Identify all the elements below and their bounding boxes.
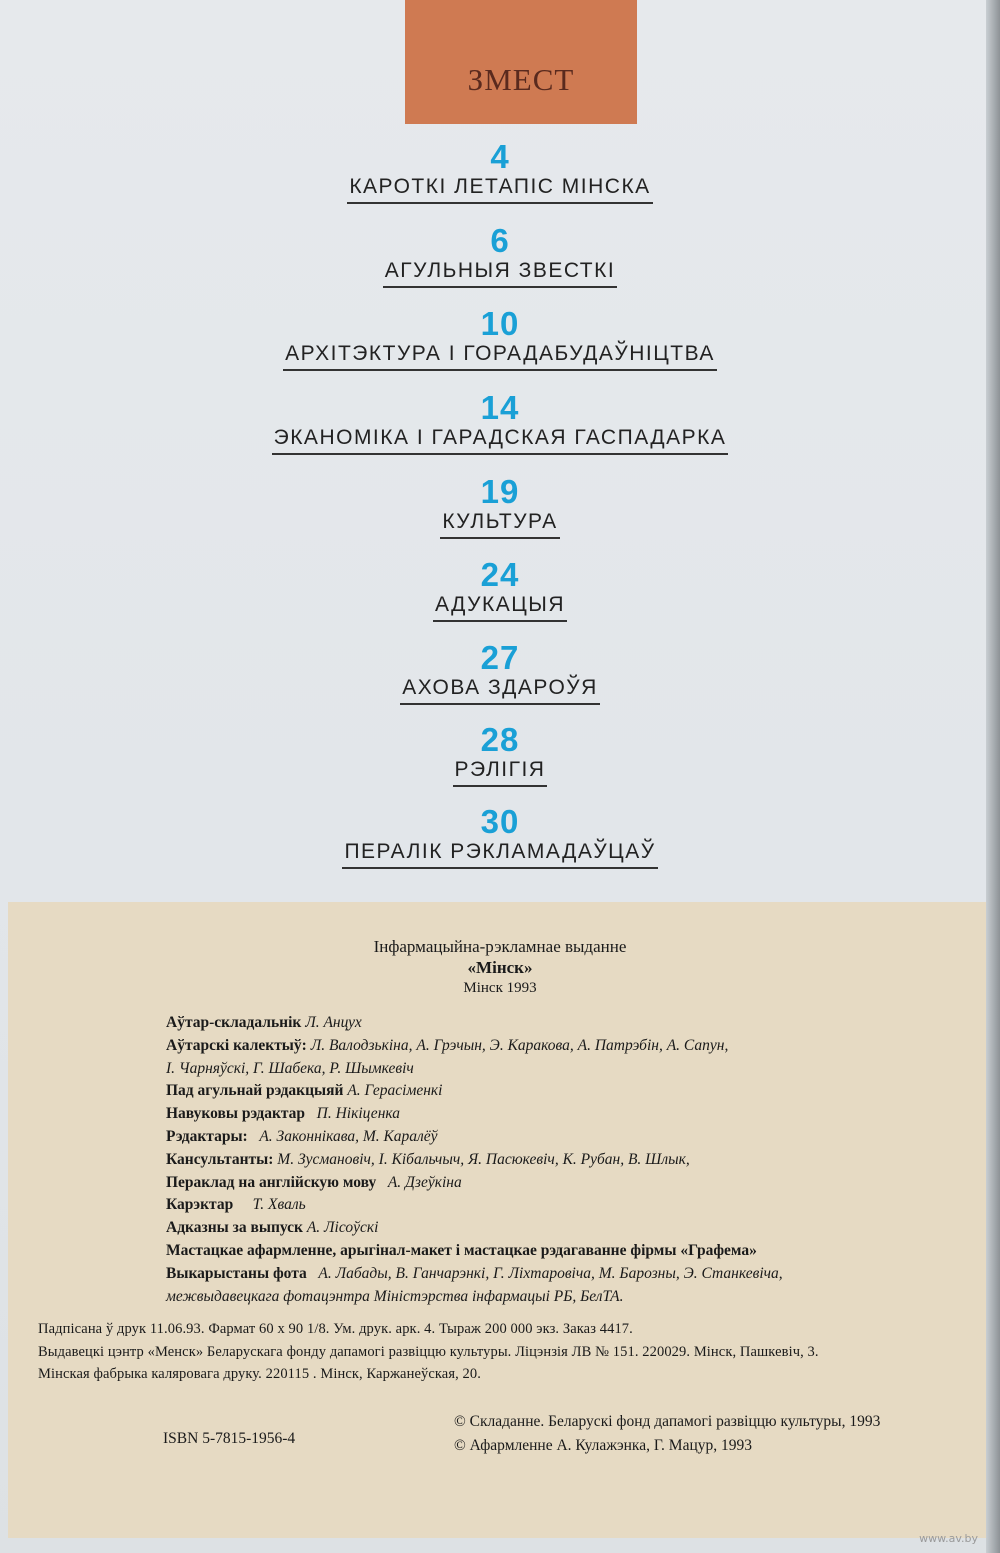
credit-row: [166, 1103, 886, 1126]
print-line: Мінская фабрыка каляровага друку. 220115 . Мінск, Каржанеўская, 20.: [38, 1366, 481, 1382]
copyright-line: © Афармленне А. Кулажэнка, Г. Мацур, 1993: [454, 1437, 753, 1454]
toc-entry[interactable]: [0, 723, 1000, 787]
credit-label: Пад агульнай рэдакцыяй: [166, 1082, 344, 1100]
contents-title-box: [405, 0, 637, 124]
toc-page-number: 10: [480, 305, 520, 342]
publication-title: «Мінск»: [467, 958, 533, 977]
credit-row: [166, 1126, 886, 1149]
toc-page-number: 14: [480, 389, 520, 426]
toc-page-number: 19: [480, 473, 520, 510]
credit-label: Навуковы рэдактар: [166, 1105, 306, 1123]
imprint-header: [0, 936, 1000, 999]
copyright-block: [454, 1410, 880, 1458]
toc-title: АРХІТЭКТУРА І ГОРАДАБУДАЎНІЦТВА: [283, 341, 717, 371]
credit-row: [166, 1240, 886, 1263]
credit-row: [166, 1263, 886, 1286]
credit-label: Аўтарскі калектыў:: [166, 1036, 307, 1054]
print-details: [38, 1318, 988, 1386]
toc-title: ПЕРАЛІК РЭКЛАМАДАЎЦАЎ: [342, 839, 657, 869]
toc-title: КАРОТКІ ЛЕТАПІС МІНСКА: [347, 174, 652, 204]
toc-title: АГУЛЬНЫЯ ЗВЕСТКІ: [383, 258, 617, 288]
credit-value: межвыдавецкага фотацэнтра Міністэрства інфармацыі РБ, БелТА.: [166, 1287, 624, 1305]
toc-page-number: 24: [480, 556, 520, 593]
copyright-line: © Складанне. Беларускі фонд дапамогі развіццю культуры, 1993: [454, 1413, 881, 1430]
credit-row: [166, 1058, 886, 1081]
isbn: ISBN 5-7815-1956-4: [163, 1430, 296, 1447]
watermark: www.av.by: [919, 1532, 978, 1545]
toc-page-number: 28: [480, 721, 520, 758]
credit-value: А. Дзеўкіна: [387, 1173, 462, 1191]
credit-row: [166, 1149, 886, 1172]
toc-entry[interactable]: [0, 224, 1000, 288]
credit-label: Рэдактары:: [166, 1127, 248, 1145]
toc-page-number: 30: [480, 803, 520, 840]
toc-entry[interactable]: [0, 805, 1000, 869]
credit-value: І. Чарняўскі, Г. Шабека, Р. Шымкевіч: [166, 1059, 414, 1077]
toc-title: ЭКАНОМІКА І ГАРАДСКАЯ ГАСПАДАРКА: [272, 425, 729, 455]
credit-value: Л. Валодзькіна, А. Грэчын, Э. Каракова, А. Патрэбін, А. Сапун,: [310, 1036, 729, 1054]
credit-row: [166, 1012, 886, 1035]
credit-value: М. Зусмановіч, І. Кібальчыч, Я. Пасюкевіч, К. Рубан, В. Шлык,: [277, 1150, 690, 1168]
toc-title: РЭЛІГІЯ: [453, 757, 548, 787]
credit-value: Л. Анцух: [305, 1014, 362, 1031]
credit-label: Адказны за выпуск: [166, 1219, 303, 1237]
toc-page-number: 6: [490, 222, 510, 259]
print-line: Выдавецкі цэнтр «Менск» Беларускага фонду дапамогі развіццю культуры. Ліцэнзія ЛВ № 151. 220029. Мінск, Пашкевіч, 3.: [38, 1343, 819, 1360]
credit-label: Выкарыстаны фота: [166, 1264, 307, 1282]
credit-label: Кансультанты:: [166, 1150, 274, 1168]
credits-list: [166, 1012, 886, 1308]
toc-page-number: 27: [480, 639, 520, 676]
toc-title: КУЛЬТУРА: [440, 509, 559, 539]
toc-entry[interactable]: [0, 641, 1000, 705]
toc-title: АДУКАЦЫЯ: [433, 592, 567, 622]
toc-entry[interactable]: [0, 391, 1000, 455]
toc-page-number: 4: [490, 138, 510, 175]
credit-label: Карэктар: [166, 1196, 234, 1214]
imprint-panel: [8, 902, 986, 1538]
toc-entry[interactable]: [0, 307, 1000, 371]
toc-entry[interactable]: [0, 140, 1000, 204]
credit-row: [166, 1080, 886, 1103]
credit-row: [166, 1286, 886, 1309]
credit-row: [166, 1217, 886, 1240]
credit-value: А. Лабады, В. Ганчарэнкі, Г. Ліхтаровіча, М. Барозны, Э. Станкевіча,: [318, 1264, 783, 1282]
toc-entry[interactable]: [0, 558, 1000, 622]
contents-title: ЗМЕСТ: [467, 62, 575, 97]
credit-row: [166, 1172, 886, 1195]
credit-value: А. Герасіменкі: [347, 1082, 443, 1100]
credit-label: Аўтар-складальнік: [166, 1014, 302, 1031]
credit-value: А. Лісоўскі: [306, 1219, 379, 1237]
toc-entry[interactable]: [0, 475, 1000, 539]
credit-value: Т. Хваль: [252, 1196, 306, 1214]
credit-row: [166, 1035, 886, 1058]
publication-type: Інфармацыйна-рэкламнае выданне: [373, 937, 627, 956]
toc-title: АХОВА ЗДАРОЎЯ: [400, 675, 600, 705]
print-line: Падпісана ў друк 11.06.93. Фармат 60 х 90 1/8. Ум. друк. арк. 4. Тыраж 200 000 экз. Заказ 4417.: [38, 1321, 633, 1337]
credit-value: А. Законнікава, М. Каралёў: [259, 1127, 438, 1145]
credit-label: Пераклад на англійскую мову: [166, 1173, 377, 1191]
credit-label: Мастацкае афармленне, арыгінал-макет і мастацкае рэдагаванне фірмы «Графема»: [166, 1241, 757, 1259]
credit-value: П. Нікіценка: [316, 1105, 400, 1123]
publication-place-year: Мінск 1993: [463, 980, 537, 996]
credit-row: [166, 1194, 886, 1217]
